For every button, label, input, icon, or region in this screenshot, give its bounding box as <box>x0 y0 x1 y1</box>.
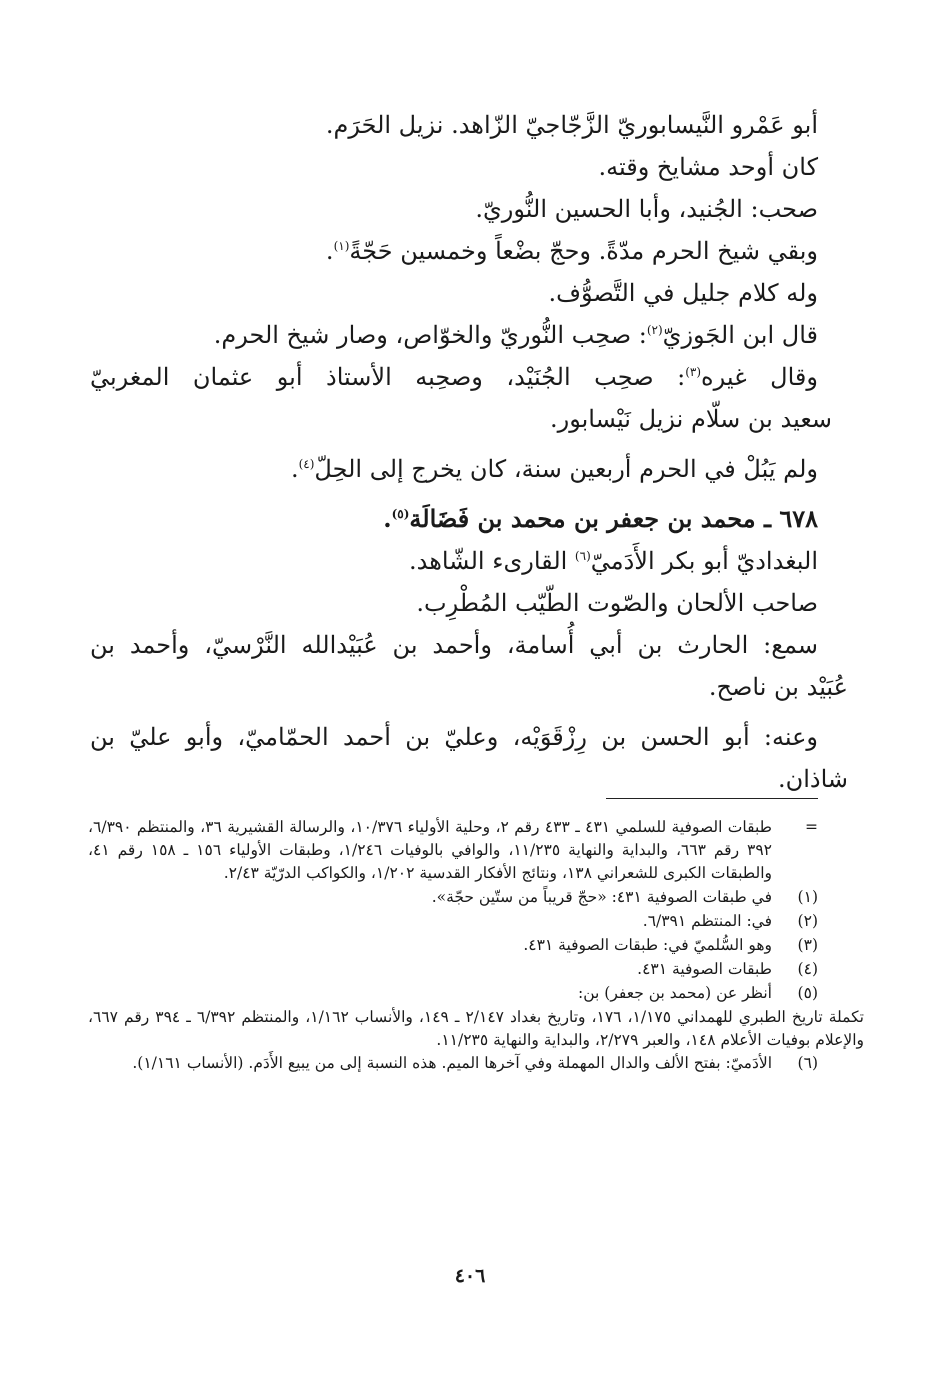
footnote-ref: (٤) <box>298 457 315 471</box>
line: صاحب الألحان والصّوت الطّيّب المُطْرِب. <box>416 589 818 617</box>
line: صحب: الجُنيد، وأبا الحسين النُّوريّ. <box>475 195 818 223</box>
line: قال ابن الجَوزيّ$^{(٢)}$: صحِب النُّوريّ والخوّاص، وصار شيخ الحرم. <box>213 321 818 349</box>
line: أبو عَمْرو النَّيسابوريّ الزَّجّاجيّ الزّاهد. نزيل الحَرَم. <box>325 111 818 139</box>
footnote-5: (٥) أنظر عن (محمد بن جعفر) بن: <box>578 984 818 1002</box>
page-number: ٤٠٦ <box>454 1265 486 1287</box>
footnote-ref: (٦) <box>574 549 591 563</box>
line: سمع: الحارث بن أبي أُسامة، وأحمد بن عُبَيْدالله النَّرْسيّ، وأحمد بن <box>90 631 818 659</box>
line: وبقي شيخ الحرم مدّةً. وحجّ بضْعاً وخمسين حَجّةً$^{(١)}$. <box>325 237 818 265</box>
entry-heading: ٦٧٨ ـ محمد بن جعفر بن محمد بن فَضَالَة$^{(٥)}$. <box>383 504 818 533</box>
line: شاذان. <box>777 765 848 793</box>
footnote-ref: (١) <box>333 239 350 253</box>
footnote-continuation: = طبقات الصوفية للسلمي ٤٣١ ـ ٤٣٣ رقم ٢، وحلية الأولياء ١٠/٣٧٦، والرسالة القشيرية ٣٦، والمنتظم ٦/٣٩٠، ٣٩٢ رقم ٦٦٣، والبداية والنهاية ١١/٢٣٥، والوافي بالوفيات ١/٢٤٦، وطبقات الأولياء ١٥٦ ـ ١٥٨ رقم ٤١، والطبقات الكبرى للشعراني ١٣٨، ونتائج الأفكار القدسية ١/٢٠٢، والكواكب الدرّيّة ٢/٤٣. <box>88 818 818 882</box>
footnote-ref: (٣) <box>685 365 702 379</box>
footnote-3: (٣) وهو السُّلميّ في: طبقات الصوفية ٤٣١. <box>523 936 818 954</box>
line: كان أوحد مشايخ وقته. <box>598 153 818 181</box>
footnote-6: (٦) الأدَميّ: بفتح الألف والدال المهملة وفي آخرها الميم. هذه النسبة إلى من يبيع الأَدَم. (الأنساب ١/١٦١). <box>132 1054 818 1072</box>
line: البغداديّ أبو بكر الأَدَميّ$^{(٦)}$ القارىء الشّاهد. <box>408 547 818 575</box>
line: عُبَيْد بن ناصح. <box>708 673 848 701</box>
footnote-4: (٤) طبقات الصوفية ٤٣١. <box>637 960 818 978</box>
footnotes <box>88 816 864 1076</box>
footnote-divider <box>606 798 818 799</box>
footnote-ref: (٢) <box>646 323 663 337</box>
footnote-ref: (٥) <box>391 507 410 521</box>
line: ولم يَبُلْ في الحرم أربعين سنة، كان يخرج إلى الحِلّ$^{(٤)}$. <box>290 455 818 483</box>
line: وله كلام جليل في التَّصوُّف. <box>548 279 818 307</box>
footnote-2: (٢) في: المنتظم ٦/٣٩١. <box>642 912 818 930</box>
line: سعيد بن سلّام نزيل نَيْسابور. <box>550 405 832 433</box>
footnote-1: (١) في طبقات الصوفية ٤٣١: «حجّ قريباً من ستّين حجّة». <box>431 888 818 906</box>
footnote-5-sources: تكملة تاريخ الطبري للهمداني ١/١٧٥، ١٧٦، وتاريخ بغداد ٢/١٤٧ ـ ١٤٩، والأنساب ١/١٦٢، والمنتظم ٦/٣٩٢ ـ ٣٩٤ رقم ٦٦٧، والإعلام بوفيات الأعلام ١٤٨، والعبر ٢/٢٧٩، والبداية والنهاية ١١/٢٣٥. <box>88 1008 864 1049</box>
main-text <box>90 104 848 800</box>
line: وقال غيره$^{(٣)}$: صحِب الجُنَيْد، وصحِبه الأستاذ أبو عثمان المغربيّ <box>90 363 818 391</box>
line: وعنه: أبو الحسن بن رِزْقَوَيْه، وعليّ بن أحمد الحمّاميّ، وأبو عليّ بن <box>90 723 818 751</box>
